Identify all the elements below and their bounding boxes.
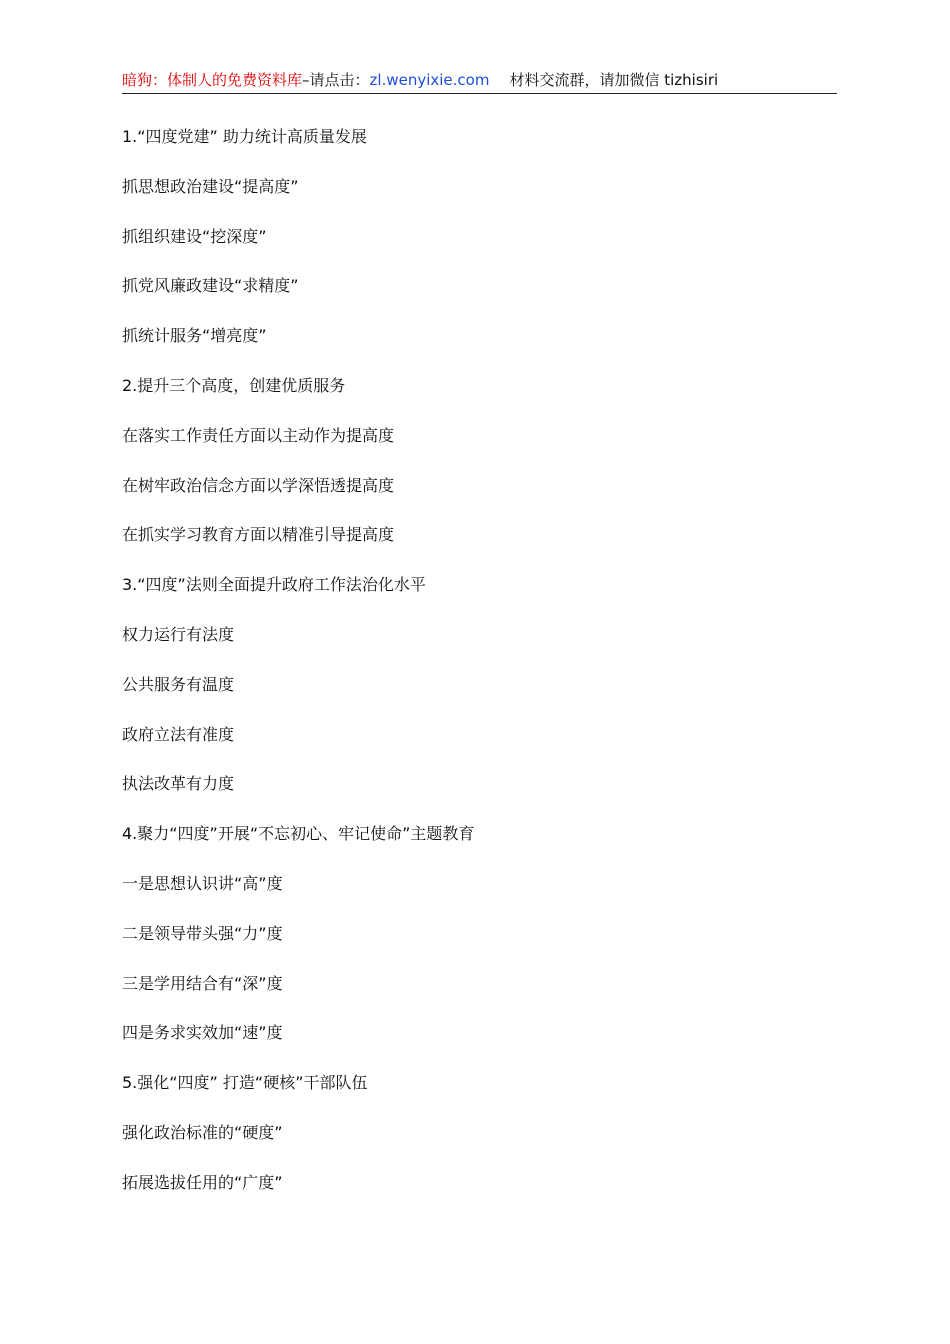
list-item: 抓思想政治建设“提高度”	[122, 176, 299, 196]
heading-3: 3.“四度”法则全面提升政府工作法治化水平	[122, 575, 426, 595]
list-item: 执法改革有力度	[122, 774, 235, 794]
list-item: 抓党风廉政建设“求精度”	[122, 276, 299, 296]
list-item: 二是领导带头强“力”度	[122, 923, 283, 943]
list-item: 抓统计服务“增亮度”	[122, 326, 267, 346]
list-item: 三是学用结合有“深”度	[122, 973, 283, 993]
heading-4: 4.聚力“四度”开展“不忘初心、牢记使命”主题教育	[122, 824, 475, 844]
list-item: 一是思想认识讲“高”度	[122, 873, 283, 893]
header-link[interactable]: zl.wenyixie.com	[369, 71, 490, 89]
heading-5: 5.强化“四度” 打造“硬核”干部队伍	[122, 1073, 368, 1093]
document-body	[122, 124, 837, 1220]
heading-2: 2.提升三个高度，创建优质服务	[122, 375, 346, 395]
list-item: 公共服务有温度	[122, 674, 235, 694]
list-item: 政府立法有准度	[122, 724, 235, 744]
list-item: 在落实工作责任方面以主动作为提高度	[122, 425, 395, 445]
list-item: 四是务求实效加“速”度	[122, 1023, 283, 1043]
list-item: 在树牢政治信念方面以学深悟透提高度	[122, 475, 395, 495]
list-item: 拓展选拔任用的“广度”	[122, 1172, 283, 1192]
list-item: 抓组织建设“挖深度”	[122, 226, 267, 246]
page-header	[122, 68, 837, 94]
list-item: 强化政治标准的“硬度”	[122, 1122, 283, 1142]
header-site-name: 暗狗：体制人的免费资料库	[122, 71, 303, 89]
header-group-text: 材料交流群，请加微信 tizhisiri	[509, 71, 719, 89]
header-click-text: –请点击：	[302, 71, 370, 89]
heading-1: 1.“四度党建” 助力统计高质量发展	[122, 127, 367, 146]
list-item: 权力运行有法度	[122, 624, 235, 644]
list-item: 在抓实学习教育方面以精准引导提高度	[122, 525, 395, 545]
